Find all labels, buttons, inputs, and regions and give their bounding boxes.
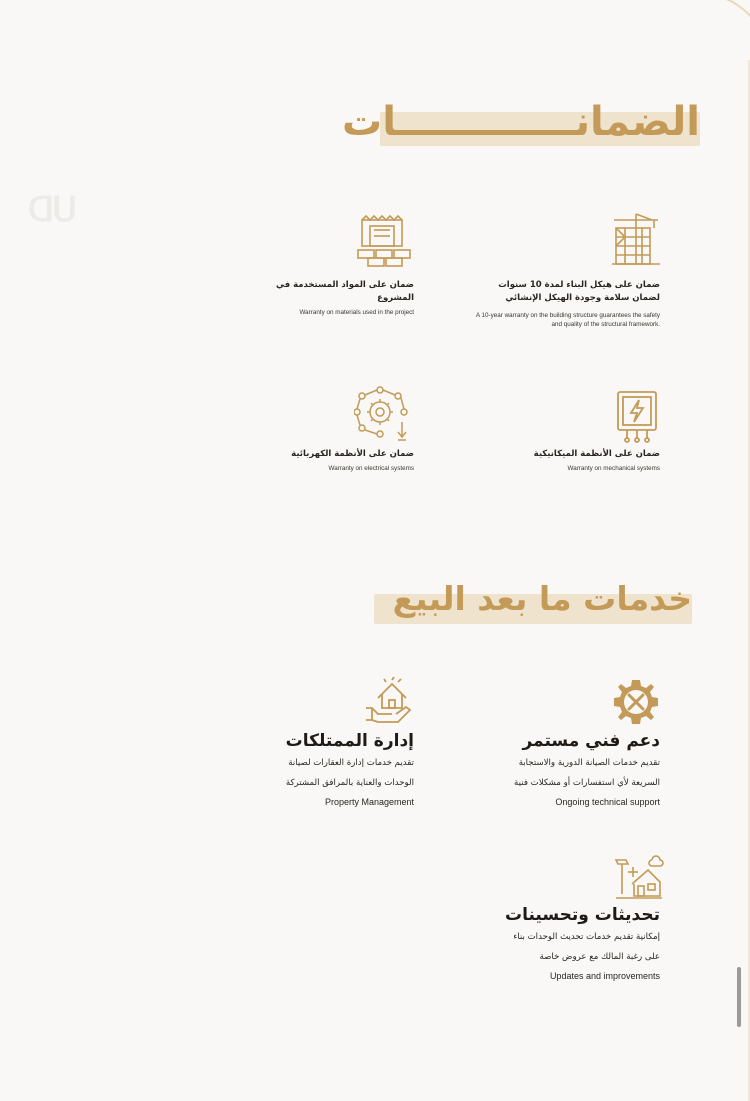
warranty-materials-title-ar: ضمان على المواد المستخدمة في المشروع <box>275 280 414 303</box>
after-sales-title: خدمات ما بعد البيع <box>392 579 692 618</box>
gear-network-icon <box>354 386 412 444</box>
warranty-item-structure <box>470 279 660 329</box>
service-updates-body-line2: على رغبة المالك مع عروض خاصة <box>539 952 660 962</box>
service-item-property-management <box>250 730 414 809</box>
service-updates-caption: Updates and improvements <box>549 971 660 981</box>
faint-watermark-logo: ᗡᑌ <box>28 191 75 229</box>
service-support-body-line1: تقديم خدمات الصيانة الدورية والاستجابة <box>518 758 660 768</box>
service-support-body-line2: السريعة لأي استفسارات أو مشكلات فنية <box>514 778 660 788</box>
warranty-mechanical-title-ar: ضمان على الأنظمة الميكانيكية <box>533 449 660 459</box>
warranty-materials-title-en: Warranty on materials used in the project <box>299 309 414 316</box>
gear-tools-icon <box>612 678 660 726</box>
service-item-technical-support <box>470 730 660 809</box>
warranty-electrical-title-en: Warranty on electrical systems <box>328 465 414 472</box>
service-item-updates <box>470 904 660 983</box>
warranty-structure-title-ar: ضمان على هيكل البناء لمدة 10 سنوات لضمان سلامة وجودة الهيكل الإنشائي <box>498 280 660 303</box>
hand-house-icon <box>364 676 414 724</box>
construction-crane-icon <box>608 210 664 268</box>
warranty-item-electrical <box>270 448 414 473</box>
renovation-icon <box>614 854 664 900</box>
service-updates-body-line1: إمكانية تقديم خدمات تحديث الوحدات بناء <box>513 932 660 942</box>
service-support-heading: دعم فني مستمر <box>522 731 660 751</box>
service-updates-heading: تحديثات وتحسينات <box>504 905 660 925</box>
service-support-caption: Ongoing technical support <box>555 797 660 807</box>
service-property-heading: إدارة الممتلكات <box>285 731 414 751</box>
electrical-panel-icon <box>614 388 660 444</box>
building-materials-icon <box>354 212 414 268</box>
service-property-body-line1: تقديم خدمات إدارة العقارات لصيانة <box>288 758 414 768</box>
warranty-structure-title-en: A 10-year warranty on the building structure guarantees the safety and quality of the structural framework. <box>475 312 660 328</box>
service-property-caption: Property Management <box>324 797 414 807</box>
warranty-electrical-title-ar: ضمان على الأنظمة الكهربائية <box>291 449 414 459</box>
warranty-item-materials <box>240 279 414 317</box>
warranty-item-mechanical <box>500 448 660 473</box>
scrollbar-thumb[interactable] <box>737 967 741 1027</box>
service-property-body-line2: الوحدات والعناية بالمرافق المشتركة <box>285 778 414 788</box>
warranty-mechanical-title-en: Warranty on mechanical systems <box>567 465 660 472</box>
warranties-title: الضمانـــــــــــــات <box>342 99 700 145</box>
